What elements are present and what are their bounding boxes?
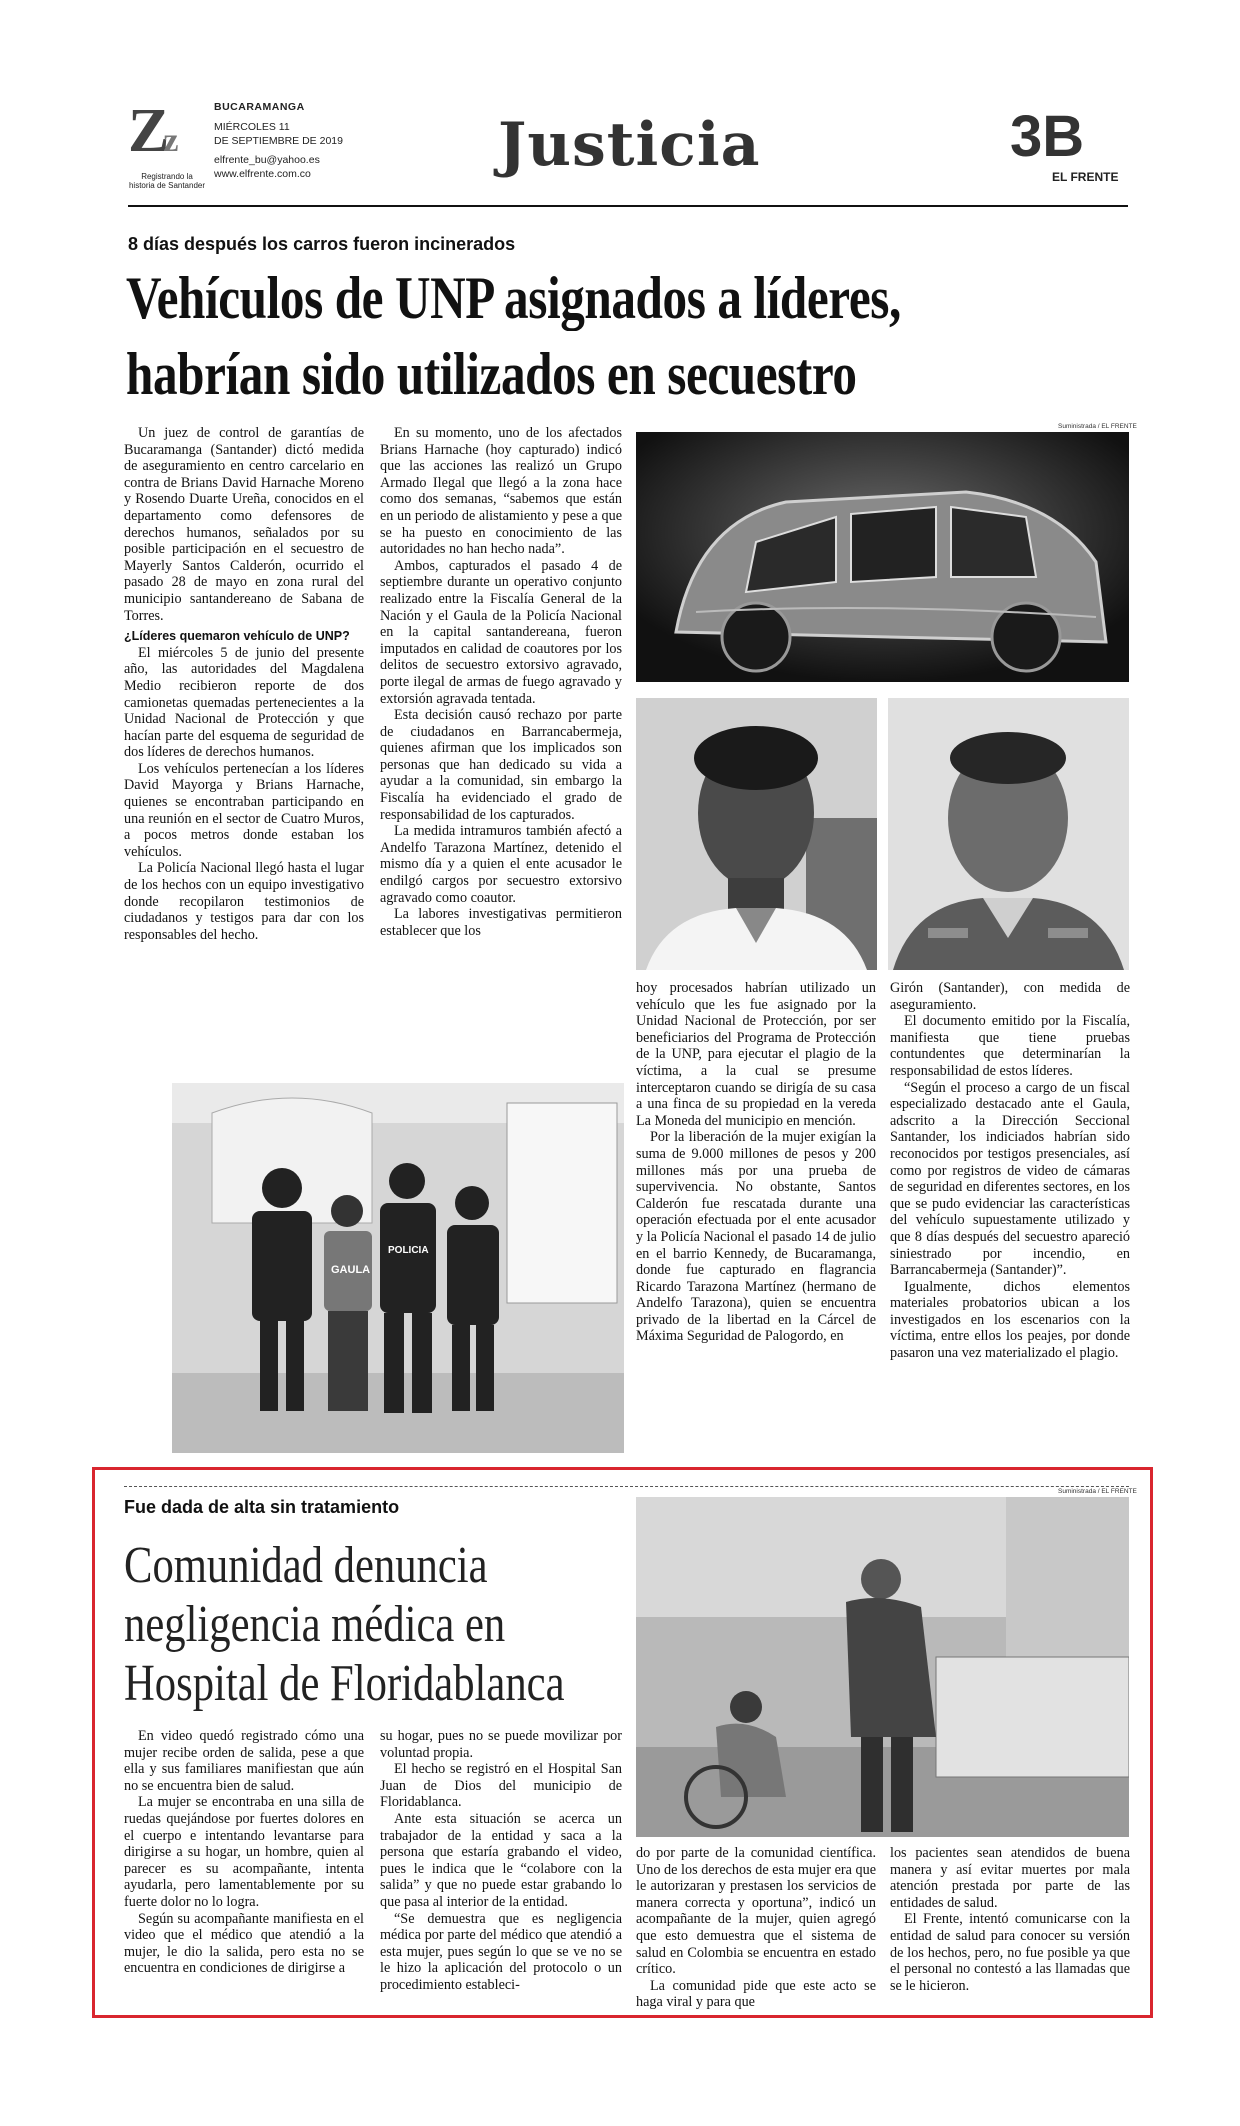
masthead-date-line1: MIÉRCOLES 11: [214, 121, 290, 133]
paragraph: hoy procesados habrían utilizado un vehículo que les fue asignado por la Unidad Nacional de Protección, por ser beneficiarios del Programa de Protección de la UNP, para ejecutar el plagio de la víctima, a la cual se presume interceptaron cuando se dirigía de su casa a una finca de su propiedad en la vereda La Moneda del municipio en mención.: [636, 980, 876, 1129]
masthead-info: [214, 100, 343, 181]
logo-tagline: Registrando la historia de Santander: [128, 172, 206, 190]
paragraph: Ambos, capturados el pasado 4 de septiembre durante un operativo conjunto realizado entre la Fiscalía General de la Nación y el Gaula de la Policía Nacional en la capital santandereana, fueron imputados en calidad de coautores por los delitos de secuestro extorsivo agravado, porte ilegal de armas de fuego agravado y extorsión agravada tentada.: [380, 557, 622, 707]
story1-kicker: 8 días después los carros fueron incinerados: [128, 234, 516, 254]
paragraph: “Se demuestra que es negligencia médica por parte del médico que atendió a esta mujer, pues según lo que se ve no se le hizo la aplicación del protocolo o un procedimiento estableci-: [380, 1910, 622, 1993]
story1-column-3: [636, 980, 876, 1345]
burned-vehicle-photo: [636, 432, 1129, 682]
paragraph: El miércoles 5 de junio del presente año, las autoridades del Magdalena Medio recibieron reporte de dos camionetas quemadas pertenecientes a la Unidad Nacional de Protección y que hacían parte del esquema de seguridad de dos líderes de derechos humanos.: [124, 644, 364, 761]
story1-column-2: [380, 425, 622, 939]
page-number: 3B: [1010, 104, 1085, 169]
portrait-photo-left: [636, 698, 877, 970]
vest-label-gaula: GAULA: [331, 1264, 371, 1276]
story2-column-1: [124, 1728, 364, 1977]
portrait-photo-right: [888, 698, 1129, 970]
hospital-video-graphic: [636, 1497, 1129, 1837]
paragraph: Según su acompañante manifiesta en el video que el médico que atendió a la mujer, le dio la salida, pero esta no se encuentra en condiciones de dirigirse a: [124, 1910, 364, 1977]
paragraph: Ante esta situación se acerca un trabajador de la entidad y saca a la persona que estaría grabando el video, pues le indica que le “colabore con la salida” y que no puede estar grabando lo que pasa al interior de la entidad.: [380, 1810, 622, 1910]
story2-headline-line1: Comunidad denuncia: [124, 1537, 488, 1594]
story2-column-4: [890, 1845, 1130, 1994]
paragraph: Los vehículos pertenecían a los líderes David Mayorga y Brians Harnache, quienes se encontraban participando en una reunión en el sector de Cuatro Muros, a pocos metros donde estaban los vehículos.: [124, 760, 364, 860]
paragraph: El hecho se registró en el Hospital San Juan de Dios del municipio de Floridablanca.: [380, 1761, 622, 1811]
paragraph: Esta decisión causó rechazo por parte de ciudadanos en Barrancabermeja, quienes afirman que los implicados son personas que han dedicado su vida a ayudar a la comunidad, sin embargo la Fiscalía ha evidenciado el grado de responsabilidad de los capturados.: [380, 707, 622, 823]
paragraph: La medida intramuros también afectó a Andelfo Tarazona Martínez, detenido el mismo día y a quien el ente acusador le endilgó cargos por secuestro extorsivo agravado como coautor.: [380, 823, 622, 906]
story2-headline-line2: negligencia médica en: [124, 1596, 506, 1653]
paragraph: Por la liberación de la mujer exigían la suma de 9.000 millones de pesos y 200 millones más por una prueba de supervivencia. No obstante, Santos Calderón fue rescatada durante una operación efectuada por el ente acusador y la Policía Nacional el pasado 14 de julio en el barrio Kennedy, de Bucaramanga, donde fue capturado en flagrancia Ricardo Tarazona Martínez (hermano de Andelfo Tarazona), quien se encuentra privado de la libertad en la Cárcel de Máxima Seguridad de Palogordo, en: [636, 1129, 876, 1345]
masthead-website: www.elfrente.com.co: [214, 168, 311, 180]
paragraph: los pacientes sean atendidos de buena manera y así evitar muertes por mala atención prestada por parte de las entidades de salud.: [890, 1845, 1130, 1911]
story1-photo-credit: Suministrada / EL FRENTE: [1058, 423, 1137, 430]
paragraph: En video quedó registrado cómo una mujer recibe orden de salida, pese a que ella y sus familiares manifiestan que aún no se encuentra bien de salud.: [124, 1728, 364, 1794]
story2-photo-credit: Suministrada / EL FRENTE: [1058, 1488, 1137, 1495]
paragraph: Igualmente, dichos elementos materiales probatorios ubican a los investigados en los escenarios con la víctima, entre ellos los peajes, por donde pasaron una vez materializado el plagio.: [890, 1278, 1130, 1362]
masthead-rule: [128, 205, 1128, 207]
paragraph: En su momento, uno de los afectados Brians Harnache (hoy capturado) indicó que las acciones las realizó un Grupo Armado Ilegal que llegó a la zona hace como dos semanas, “sabemos que están en un periodo de alistamiento y pese a que se ha puesto en conocimiento de las autoridades no han hecho nada”.: [380, 425, 622, 558]
masthead-email: elfrente_bu@yahoo.es: [214, 154, 320, 166]
page-brand: EL FRENTE: [1052, 170, 1119, 184]
paragraph: La labores investigativas permitieron establecer que los: [380, 906, 622, 939]
masthead-date-line2: DE SEPTIEMBRE DE 2019: [214, 135, 343, 147]
story2-headline-line3: Hospital de Floridablanca: [124, 1655, 565, 1712]
story2-top-rule: [124, 1486, 1129, 1487]
paragraph: su hogar, pues no se puede movilizar por voluntad propia.: [380, 1728, 622, 1761]
portrait-right-graphic: [888, 698, 1129, 970]
hospital-video-photo: [636, 1497, 1129, 1837]
police-capture-graphic: [172, 1083, 624, 1453]
story1-column-1: [124, 425, 364, 943]
story2-column-2: [380, 1728, 622, 1994]
paragraph: La mujer se encontraba en una silla de ruedas quejándose por fuertes dolores en el cuerpo e intentando levantarse para dirigirse a su hogar, un hombre, quien al parecer es su acompañante, intenta ayudarla, pero lamentablemente por su fuerte dolor no lo logra.: [124, 1794, 364, 1910]
section-title: Justicia: [498, 110, 761, 180]
vest-label-policia: POLICIA: [388, 1245, 429, 1256]
story2-kicker: Fue dada de alta sin tratamiento: [124, 1497, 400, 1517]
story1-subhead: ¿Líderes quemaron vehículo de UNP?: [124, 629, 350, 644]
paragraph: Girón (Santander), con medida de aseguramiento.: [890, 980, 1130, 1013]
paragraph: El documento emitido por la Fiscalía, manifiesta que tiene pruebas contundentes que determinarían la responsabilidad de estos líderes.: [890, 1013, 1130, 1079]
logo-mark: Zz: [128, 97, 173, 165]
story1-column-4: [890, 980, 1130, 1362]
paragraph: El Frente, intentó comunicarse con la entidad de salud para conocer su versión de los hechos, pero, no fue posible ya que el personal no contestó a las llamadas que se le hicieron.: [890, 1911, 1130, 1994]
story2-column-3: [636, 1845, 876, 2011]
police-capture-photo: [172, 1083, 624, 1453]
paragraph: “Según el proceso a cargo de un fiscal especializado destacado ante el Gaula, adscrito a la Dirección Seccional Santander, los indiciados habrían sido reconocidos por testigos presenciales, así como por registros de video de cámaras de seguridad en diferentes sectores, en los que se pudo evidenciar las características del vehículo supuestamente utilizado y que 8 días después del secuestro apareció siniestrado por incendio, en Barrancabermeja (Santander)”.: [890, 1079, 1130, 1279]
paragraph: La comunidad pide que este acto se haga viral y para que: [636, 1977, 876, 2011]
paragraph: La Policía Nacional llegó hasta el lugar de los hechos con un equipo investigativo donde recopilaron testimonios de ciudadanos y testigos para dar con los responsables del hecho.: [124, 860, 364, 943]
paragraph: do por parte de la comunidad científica. Uno de los derechos de esta mujer era que le autorizaran y prestasen los servicios de manera correcta y oportuna”, indicó un acompañante de la mujer, quien agregó que esto demuestra que el sistema de salud en Colombia se encuentra en estado crítico.: [636, 1845, 876, 1978]
portrait-left-graphic: [636, 698, 877, 970]
paragraph: Un juez de control de garantías de Bucaramanga (Santander) dictó medida de aseguramiento en centro carcelario en contra de Brians David Harnache Moreno y Rosendo Duarte Ureña, conocidos en el departamento como defensores de derechos humanos, señalados por su posible participación en el secuestro de Mayerly Santos Calderón, ocurrido el pasado 28 de mayo en zona rural del municipio santandereano de Sabana de Torres.: [124, 425, 364, 624]
story1-headline-line2: habrían sido utilizados en secuestro: [126, 341, 857, 407]
masthead-city: BUCARAMANGA: [214, 101, 305, 113]
newspaper-logo: [128, 97, 206, 190]
burned-vehicle-graphic: [636, 432, 1129, 682]
story1-headline-line1: Vehículos de UNP asignados a líderes,: [126, 265, 901, 331]
